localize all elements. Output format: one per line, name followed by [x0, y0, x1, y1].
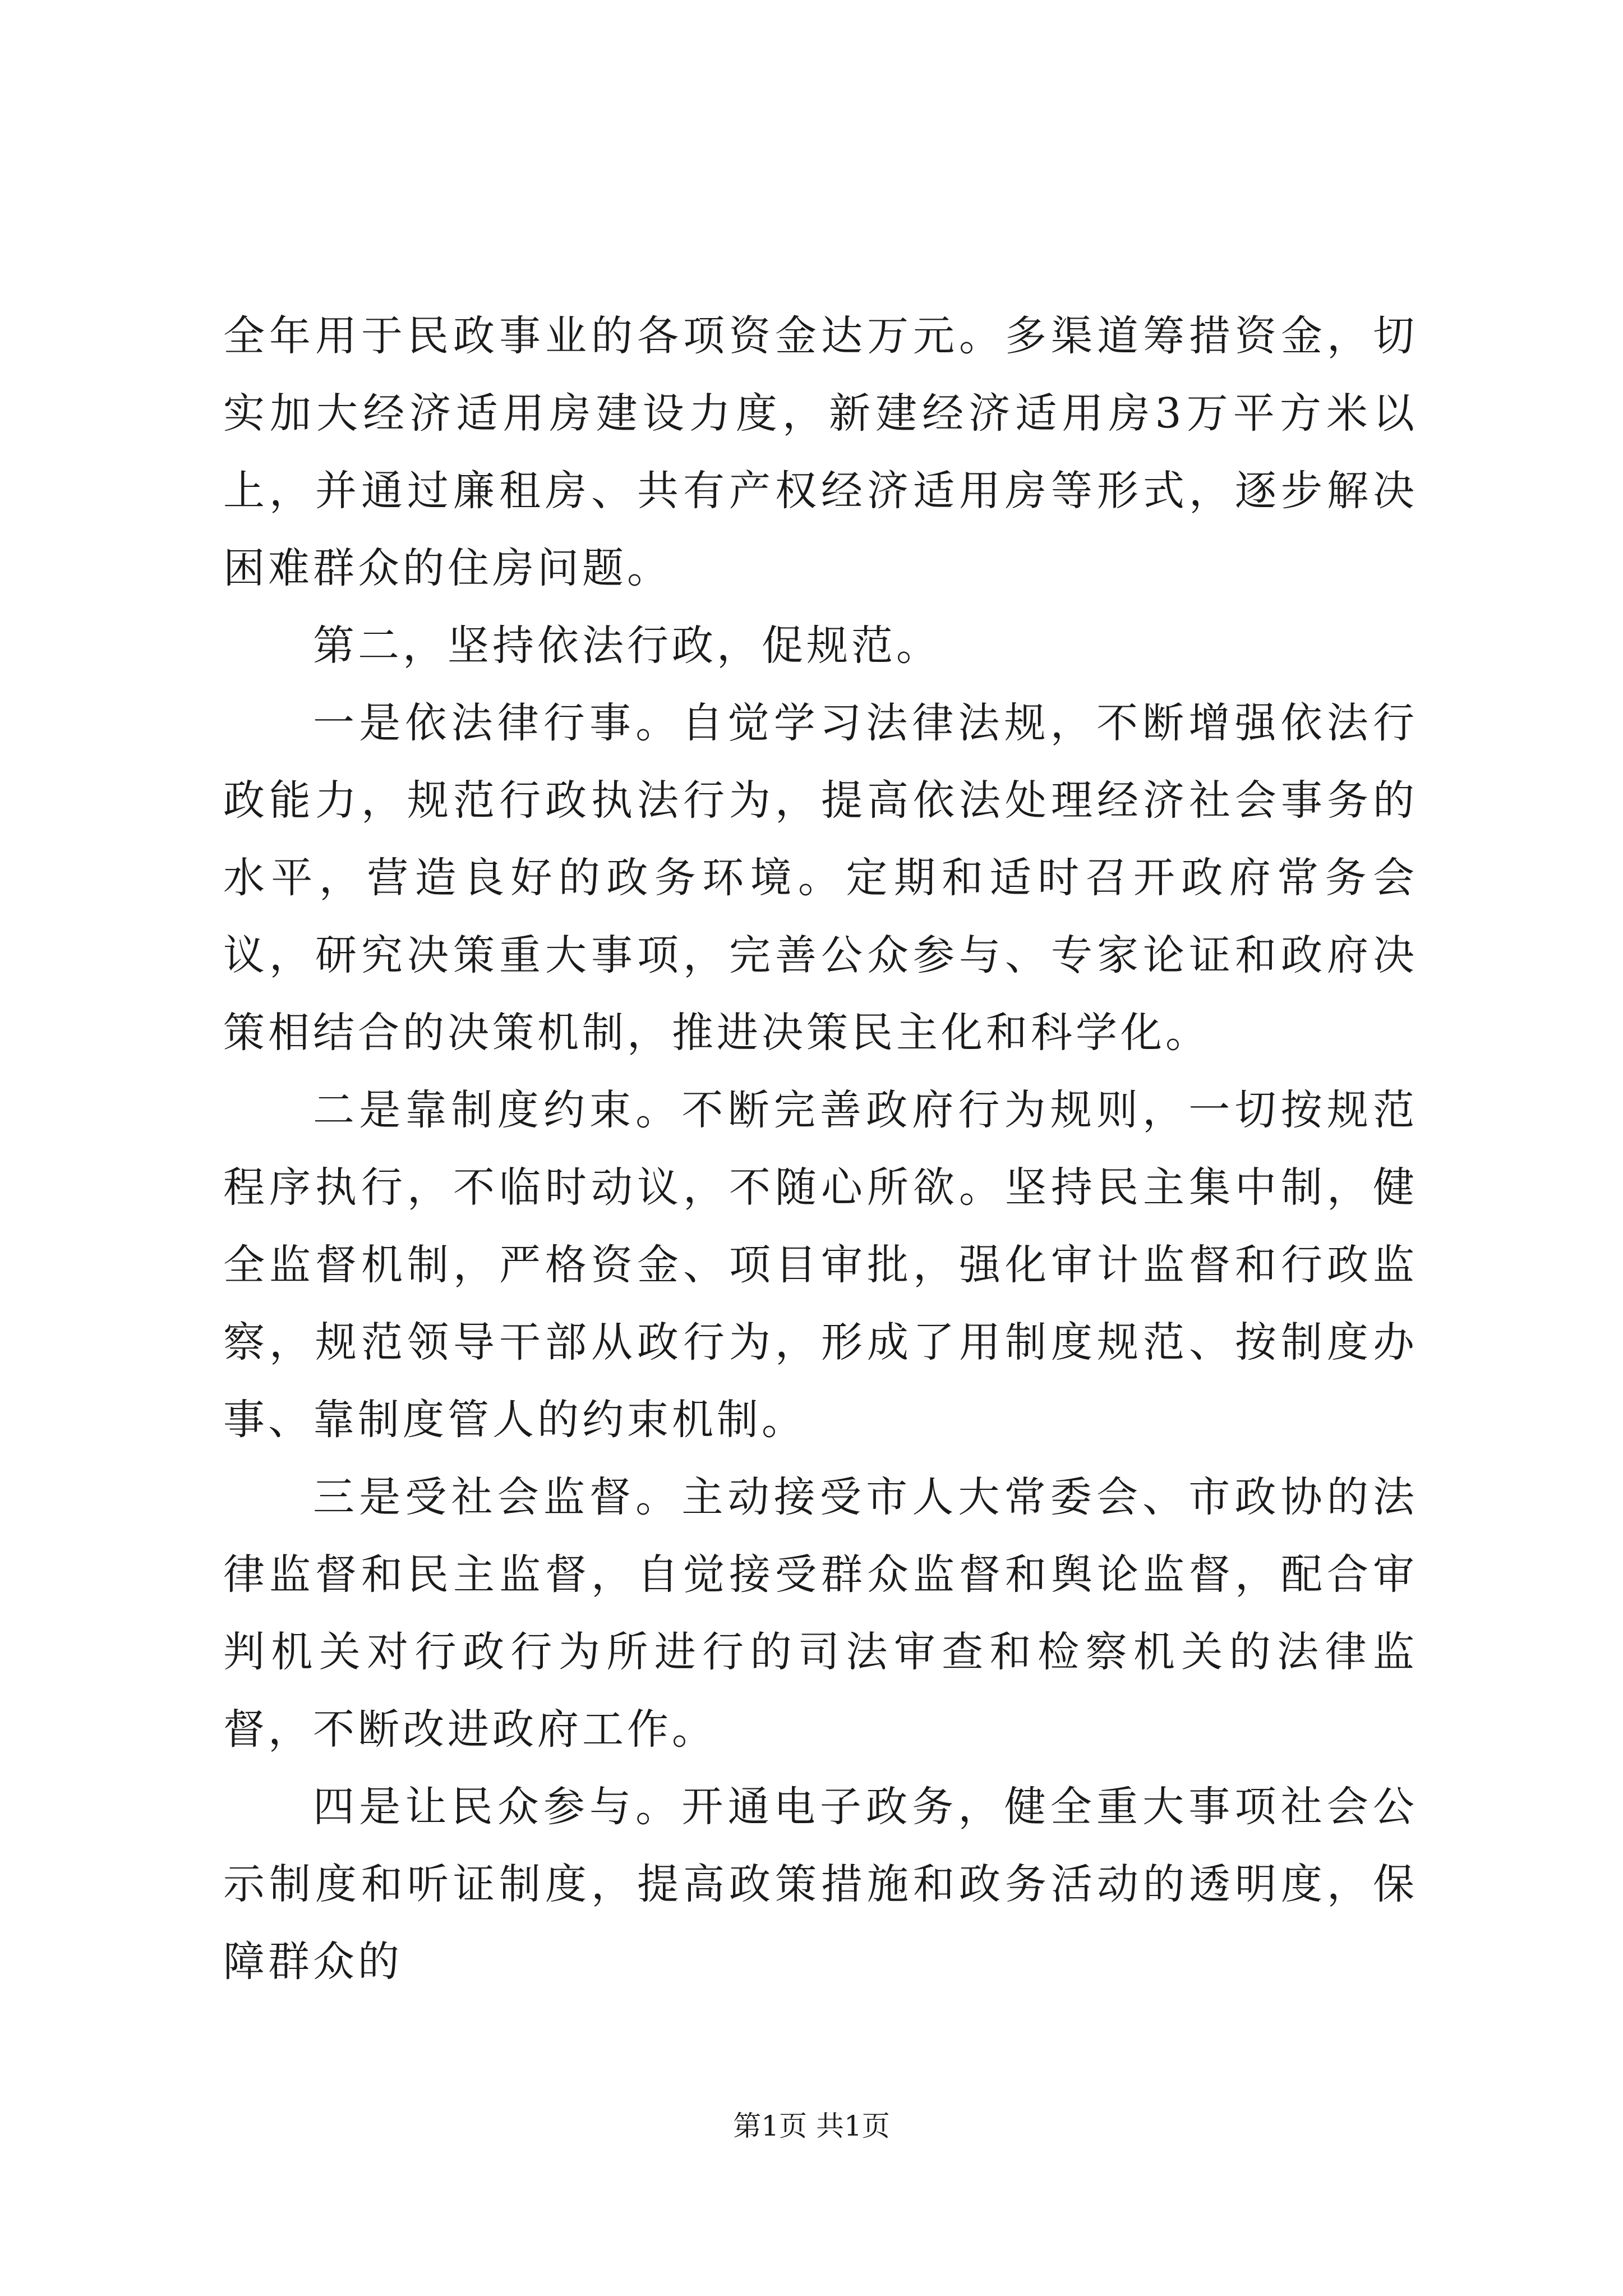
paragraph-continuation: 全年用于民政事业的各项资金达万元。多渠道筹措资金，切实加大经济适用房建设力度，新建经济适用房3万平方米以上，并通过廉租房、共有产权经济适用房等形式，逐步解决困难群众的住房问题。	[223, 312, 1418, 592]
paragraph-point-three: 三是受社会监督。主动接受市人大常委会、市政协的法律监督和民主监督，自觉接受群众监督和舆论监督，配合审判机关对行政行为所进行的司法审查和检察机关的法律监督，不断改进政府工作。	[223, 1473, 1418, 1754]
paragraph-section-heading: 第二，坚持依法行政，促规范。	[313, 622, 941, 670]
page-footer: 第1页 共1页	[733, 2110, 890, 2142]
document-body	[223, 297, 1418, 2000]
paragraph-point-two: 二是靠制度约束。不断完善政府行为规则，一切按规范程序执行，不临时动议，不随心所欲。坚持民主集中制，健全监督机制，严格资金、项目审批，强化审计监督和行政监察，规范领导干部从政行为，形成了用制度规范、按制度办事、靠制度管人的约束机制。	[223, 1086, 1418, 1444]
paragraph-point-four: 四是让民众参与。开通电子政务，健全重大事项社会公示制度和听证制度，提高政策措施和政务活动的透明度，保障群众的	[223, 1783, 1418, 1986]
paragraph-point-one: 一是依法律行事。自觉学习法律法规，不断增强依法行政能力，规范行政执法行为，提高依法处理经济社会事务的水平，营造良好的政务环境。定期和适时召开政府常务会议，研究决策重大事项，完善公众参与、专家论证和政府决策相结合的决策机制，推进决策民主化和科学化。	[223, 699, 1418, 1057]
